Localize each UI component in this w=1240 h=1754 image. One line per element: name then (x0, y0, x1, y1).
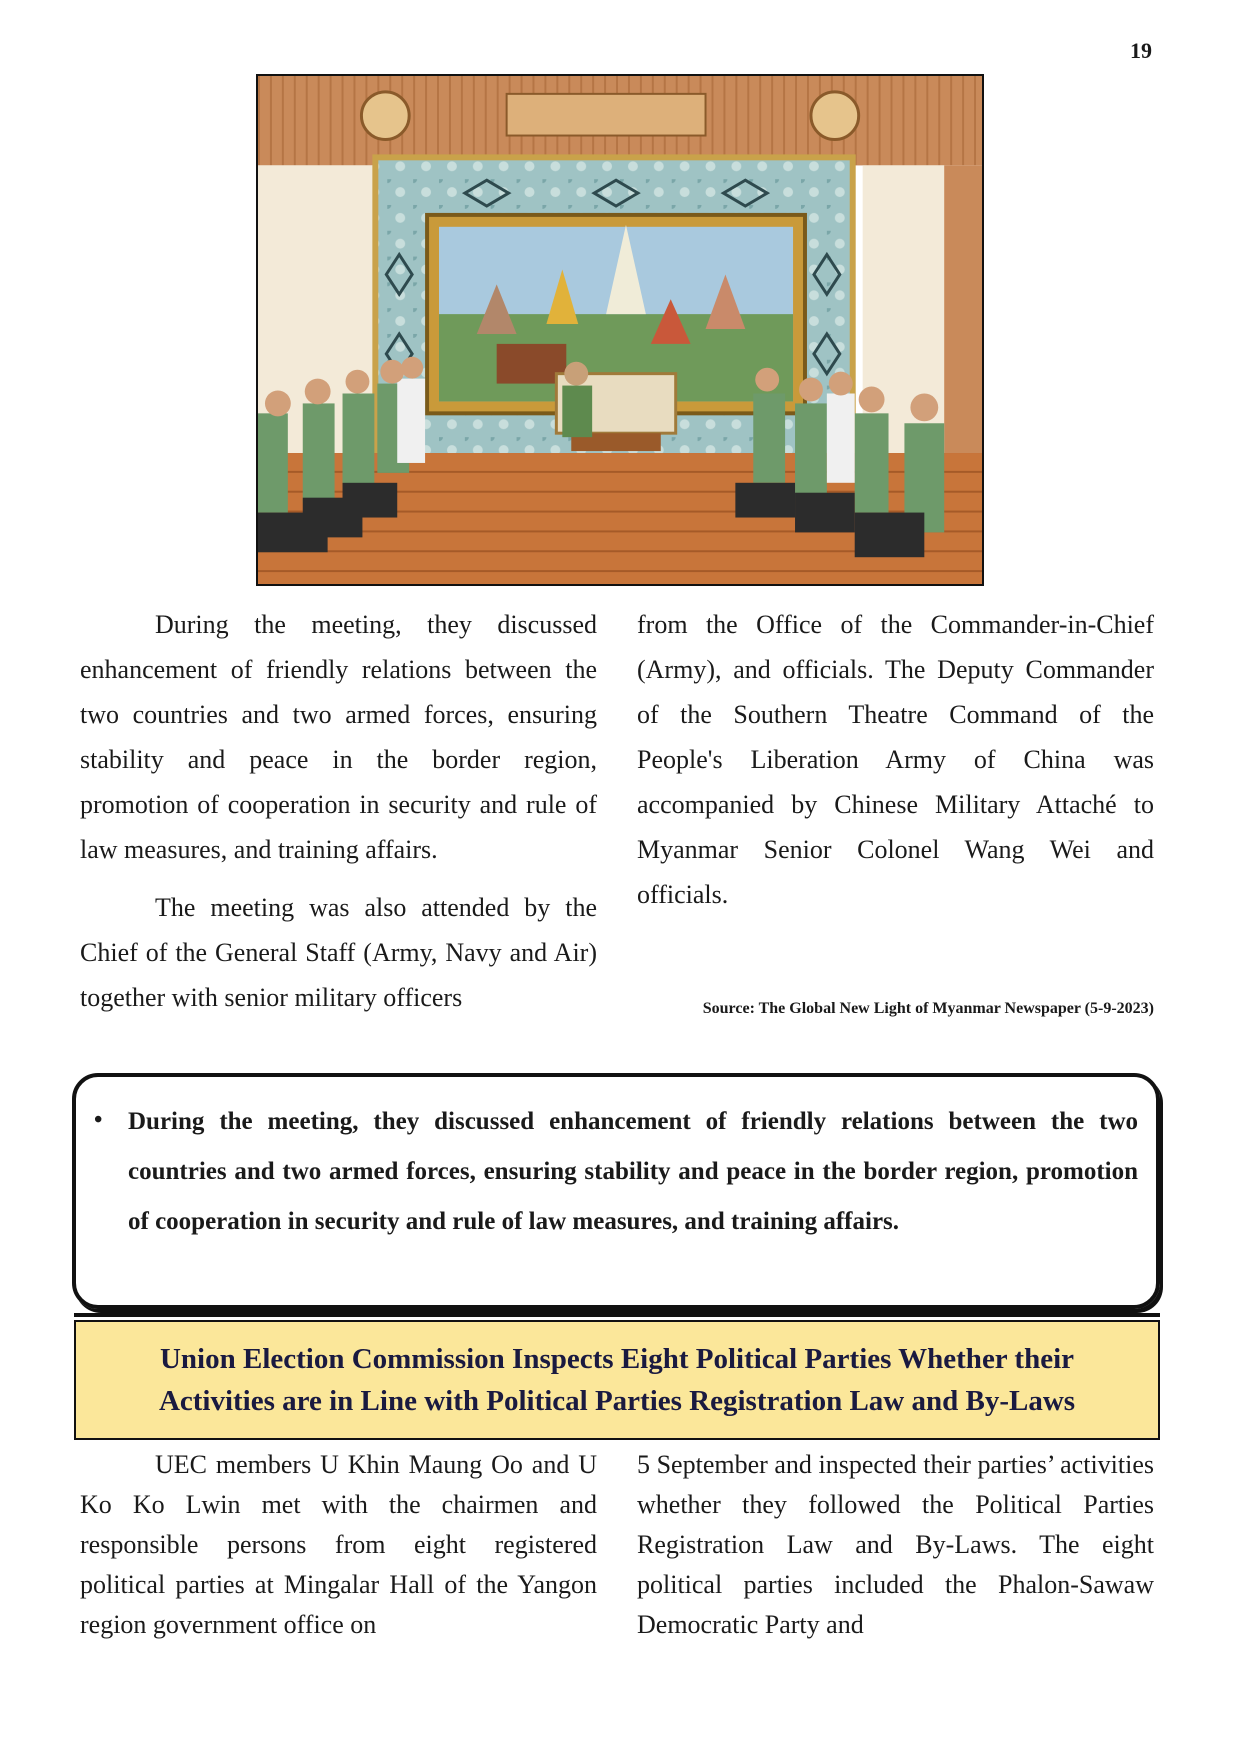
article2-heading: Union Election Commission Inspects Eight Political Parties Whether their Activities are in Line with Political Parties Registration Law and By-Laws (158, 1343, 1076, 1417)
article1-source: Source: The Global New Light of Myanmar Newspaper (5-9-2023) (702, 1000, 1154, 1017)
bullet-icon: • (94, 1107, 103, 1133)
page-number: 19 (1130, 38, 1152, 63)
article2-paragraph-2: 5 September and inspected their parties’ activities whether they followed the Political Parties Registration Law and By-Laws. The eight political parties included the Phalon-Sawaw Democratic Party and (637, 1450, 1154, 1639)
article1-right-column (637, 602, 1154, 917)
meeting-photo (256, 74, 984, 586)
article1-left-column (80, 602, 597, 1020)
heading-divider (74, 1313, 1160, 1317)
article2-left-column (80, 1445, 597, 1645)
highlight-box (72, 1073, 1160, 1309)
article1-paragraph-3: from the Office of the Commander-in-Chief (Army), and officials. The Deputy Commander of the Southern Theatre Command of the People's Liberation Army of China was accompanied by Chinese Military Attaché to Myanmar Senior Colonel Wang Wei and officials. (637, 610, 1154, 909)
highlight-text: During the meeting, they discussed enhancement of friendly relations between the two countries and two armed forces, ensuring stability and peace in the border region, promotion of cooperation in security and rule of law measures, and training affairs. (128, 1108, 1138, 1235)
article1-paragraph-2: The meeting was also attended by the Chief of the General Staff (Army, Navy and Air) together with senior military officers (80, 893, 597, 1012)
article2-right-column (637, 1445, 1154, 1645)
article2-paragraph-1: UEC members U Khin Maung Oo and U Ko Ko Lwin met with the chairmen and responsible persons from eight registered political parties at Mingalar Hall of the Yangon region government office on (80, 1450, 597, 1639)
article2-heading-box (74, 1320, 1160, 1440)
meeting-photo-illustration (258, 76, 982, 584)
article1-paragraph-1: During the meeting, they discussed enhancement of friendly relations between the two countries and two armed forces, ensuring stability and peace in the border region, promotion of cooperation in security and rule of law measures, and training affairs. (80, 610, 597, 864)
